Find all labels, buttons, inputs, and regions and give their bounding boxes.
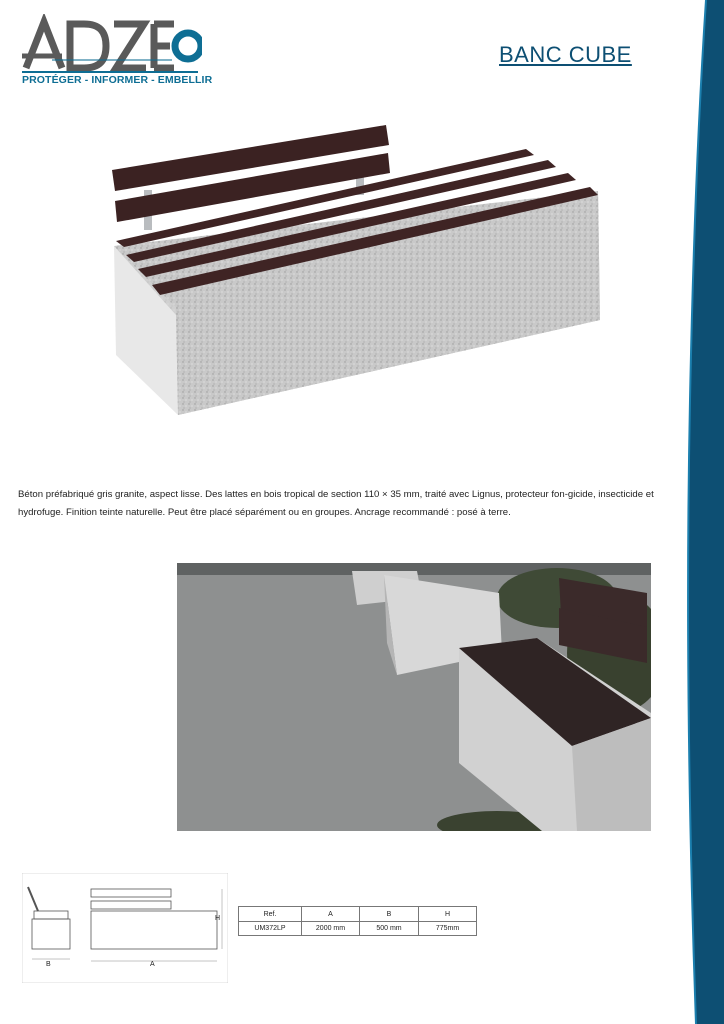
spec-table xyxy=(238,906,477,936)
drawing-label-h: H xyxy=(215,915,221,922)
brand-tagline: PROTÉGER - INFORMER - EMBELLIR xyxy=(22,74,213,86)
installation-photo xyxy=(177,563,651,831)
spec-table-header xyxy=(239,907,477,922)
spec-header-ref: Ref. xyxy=(239,907,302,922)
product-title: BANC CUBE xyxy=(499,42,632,67)
spec-header-h: H xyxy=(419,907,477,922)
spec-cell-h: 775mm xyxy=(419,922,477,936)
dimension-diagram xyxy=(22,873,228,983)
spec-cell-ref: UM372LP xyxy=(239,922,302,936)
drawing-label-b: B xyxy=(46,961,51,968)
spec-cell-b: 500 mm xyxy=(360,922,419,936)
spec-header-b: B xyxy=(360,907,419,922)
spec-table-row xyxy=(239,922,477,936)
bench-product-image xyxy=(98,115,618,425)
side-decorative-band xyxy=(684,0,724,1024)
spec-cell-a: 2000 mm xyxy=(302,922,360,936)
drawing-label-a: A xyxy=(150,961,155,968)
product-description: Béton préfabriqué gris granite, aspect lisse. Des lattes en bois tropical de section 110 × 35 mm, traité avec Lignus, protecteur fon-gicide, insecticide et hydrofuge. Finition teinte naturelle. Peut être placé séparément ou en groupes. Ancrage recommandé : posé à terre. xyxy=(18,489,654,518)
technical-drawing xyxy=(22,873,228,983)
spec-header-a: A xyxy=(302,907,360,922)
brand-logo xyxy=(22,14,213,90)
logo-wordmark xyxy=(22,14,202,74)
